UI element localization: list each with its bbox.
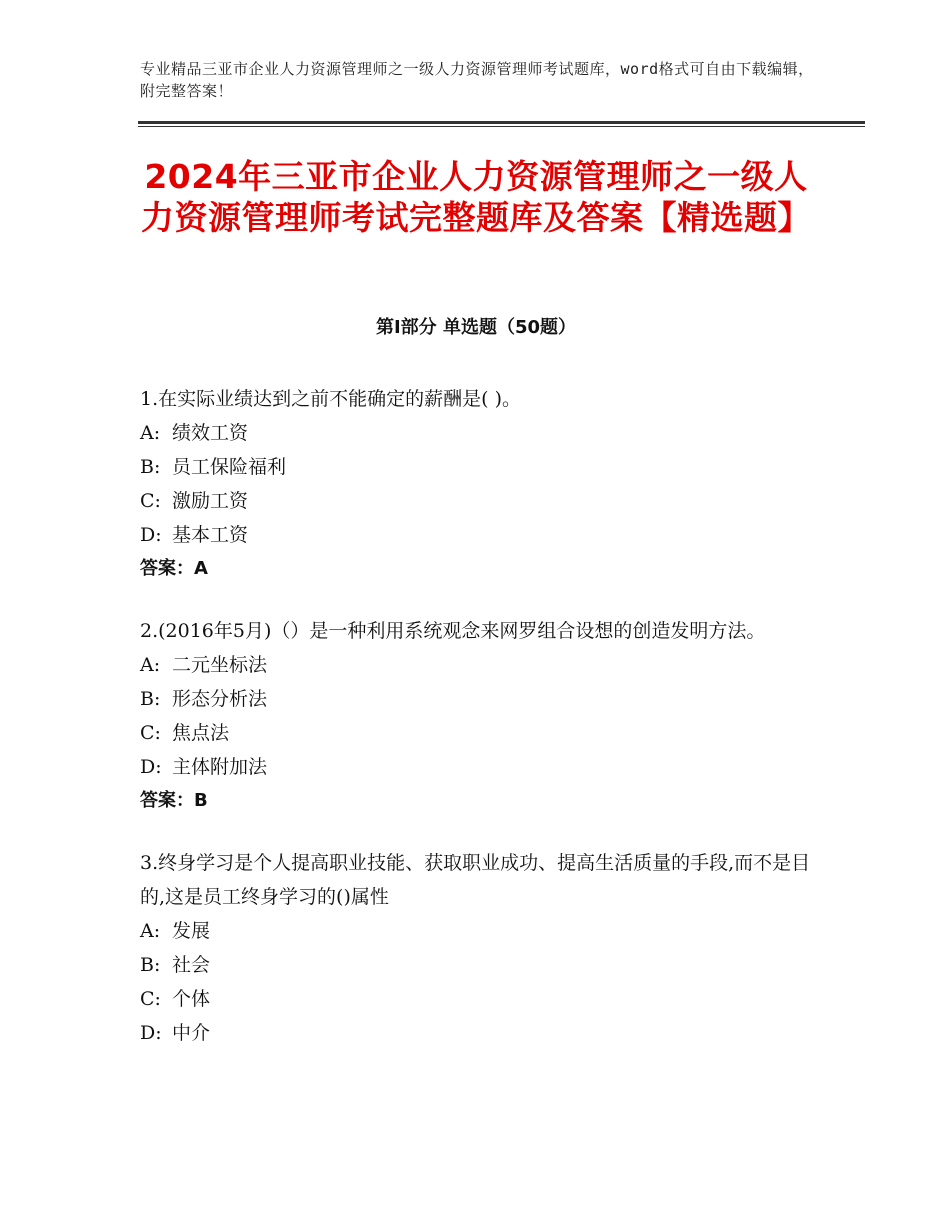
option-key: A: (140, 920, 161, 942)
option-text: 个体 (172, 988, 211, 1010)
question-1 (140, 382, 812, 586)
header-rule-thick (138, 121, 865, 124)
question-3 (140, 846, 812, 1050)
option-text: 激励工资 (172, 490, 249, 512)
option-key: D: (140, 1022, 162, 1044)
question-stem: 2.(2016年5月)（）是一种利用系统观念来网罗组合设想的创造发明方法。 (140, 620, 766, 642)
header-rule-thin (138, 126, 865, 127)
option-d (140, 1016, 812, 1050)
option-text: 员工保险福利 (172, 456, 287, 478)
part-heading: 第Ⅰ部分 单选题（50题） (375, 317, 576, 338)
question-stem: 3.终身学习是个人提高职业技能、获取职业成功、提高生活质量的手段,而不是目的,这是员工终身学习的()属性 (140, 852, 811, 908)
option-key: D: (140, 524, 162, 546)
option-d (140, 518, 812, 552)
option-text: 基本工资 (172, 524, 249, 546)
option-text: 中介 (172, 1022, 211, 1044)
question-list (140, 382, 812, 1078)
option-text: 绩效工资 (172, 422, 249, 444)
option-key: B: (140, 456, 161, 478)
option-key: A: (140, 422, 161, 444)
option-text: 主体附加法 (172, 756, 268, 778)
option-b (140, 948, 812, 982)
option-key: B: (140, 954, 161, 976)
option-key: A: (140, 654, 161, 676)
option-a (140, 648, 812, 682)
option-a (140, 416, 812, 450)
option-key: D: (140, 756, 162, 778)
option-key: C: (140, 988, 161, 1010)
question-2 (140, 614, 812, 818)
option-key: C: (140, 490, 161, 512)
answer-line: 答案：A (140, 558, 208, 579)
option-b (140, 450, 812, 484)
option-d (140, 750, 812, 784)
option-key: B: (140, 688, 161, 710)
option-a (140, 914, 812, 948)
option-key: C: (140, 722, 161, 744)
option-c (140, 484, 812, 518)
option-c (140, 716, 812, 750)
option-text: 焦点法 (172, 722, 230, 744)
option-c (140, 982, 812, 1016)
option-text: 形态分析法 (172, 688, 268, 710)
option-text: 二元坐标法 (172, 654, 268, 676)
document-title: 2024年三亚市企业人力资源管理师之一级人力资源管理师考试完整题库及答案【精选题】 (141, 157, 811, 237)
option-text: 社会 (172, 954, 211, 976)
answer-line: 答案：B (140, 790, 208, 811)
header-note: 专业精品三亚市企业人力资源管理师之一级人力资源管理师考试题库，word格式可自由下载编辑，附完整答案！ (140, 60, 814, 100)
option-b (140, 682, 812, 716)
question-stem: 1.在实际业绩达到之前不能确定的薪酬是( )。 (140, 388, 521, 410)
option-text: 发展 (172, 920, 211, 942)
